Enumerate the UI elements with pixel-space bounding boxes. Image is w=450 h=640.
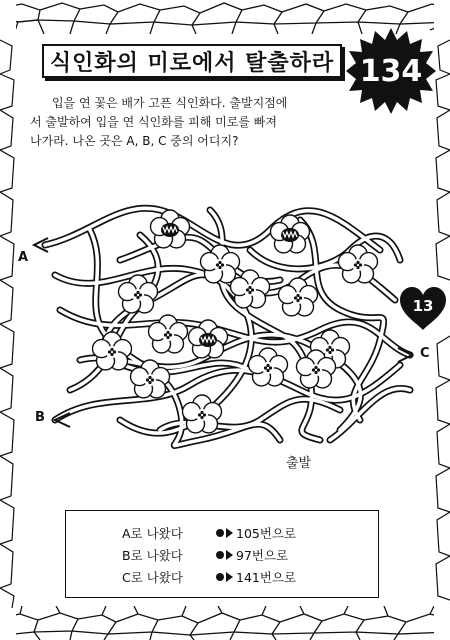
arrow-icon <box>216 572 233 582</box>
flower <box>249 348 288 386</box>
maze-drawing <box>0 140 450 490</box>
arrow-icon <box>216 550 233 560</box>
answer-row[interactable] <box>66 523 378 543</box>
answer-label: A로 나왔다 <box>122 526 183 541</box>
exit-label-c: C <box>420 346 430 361</box>
answer-label: C로 나왔다 <box>122 570 184 585</box>
exit-label-a: A <box>18 250 29 265</box>
instruction-line: 입을 연 꽃은 배가 고픈 식인화다. 출발지점에 <box>52 96 288 110</box>
answer-destination: 97번으로 <box>236 548 289 563</box>
chapter-number: 13 <box>412 297 434 315</box>
arrow-icon <box>216 528 233 538</box>
answer-row[interactable] <box>66 567 378 587</box>
answer-box <box>65 510 379 598</box>
start-label: 출발 <box>286 456 312 471</box>
answer-row[interactable] <box>66 545 378 565</box>
exit-label-b: B <box>35 410 45 425</box>
puzzle-number: 134 <box>359 53 423 89</box>
answer-destination: 141번으로 <box>236 570 297 585</box>
instruction-line: 나가라. 나온 곳은 A, B, C 중의 어디지? <box>30 134 239 148</box>
puzzle-number-badge <box>346 26 436 116</box>
title-box <box>42 44 342 78</box>
answer-destination: 105번으로 <box>236 526 297 541</box>
flower <box>201 245 240 283</box>
instruction-line: 서 출발하여 입을 연 식인화를 피해 미로를 빠져 <box>30 115 277 129</box>
flower <box>231 270 270 308</box>
answer-label: B로 나왔다 <box>122 548 183 563</box>
flower <box>279 278 318 316</box>
open-mouth-flower <box>151 210 190 248</box>
flower-maze <box>0 140 450 490</box>
stone-border-bottom <box>0 606 450 640</box>
page-title: 식인화의 미로에서 탈출하라 <box>49 50 335 76</box>
flower <box>93 332 132 370</box>
